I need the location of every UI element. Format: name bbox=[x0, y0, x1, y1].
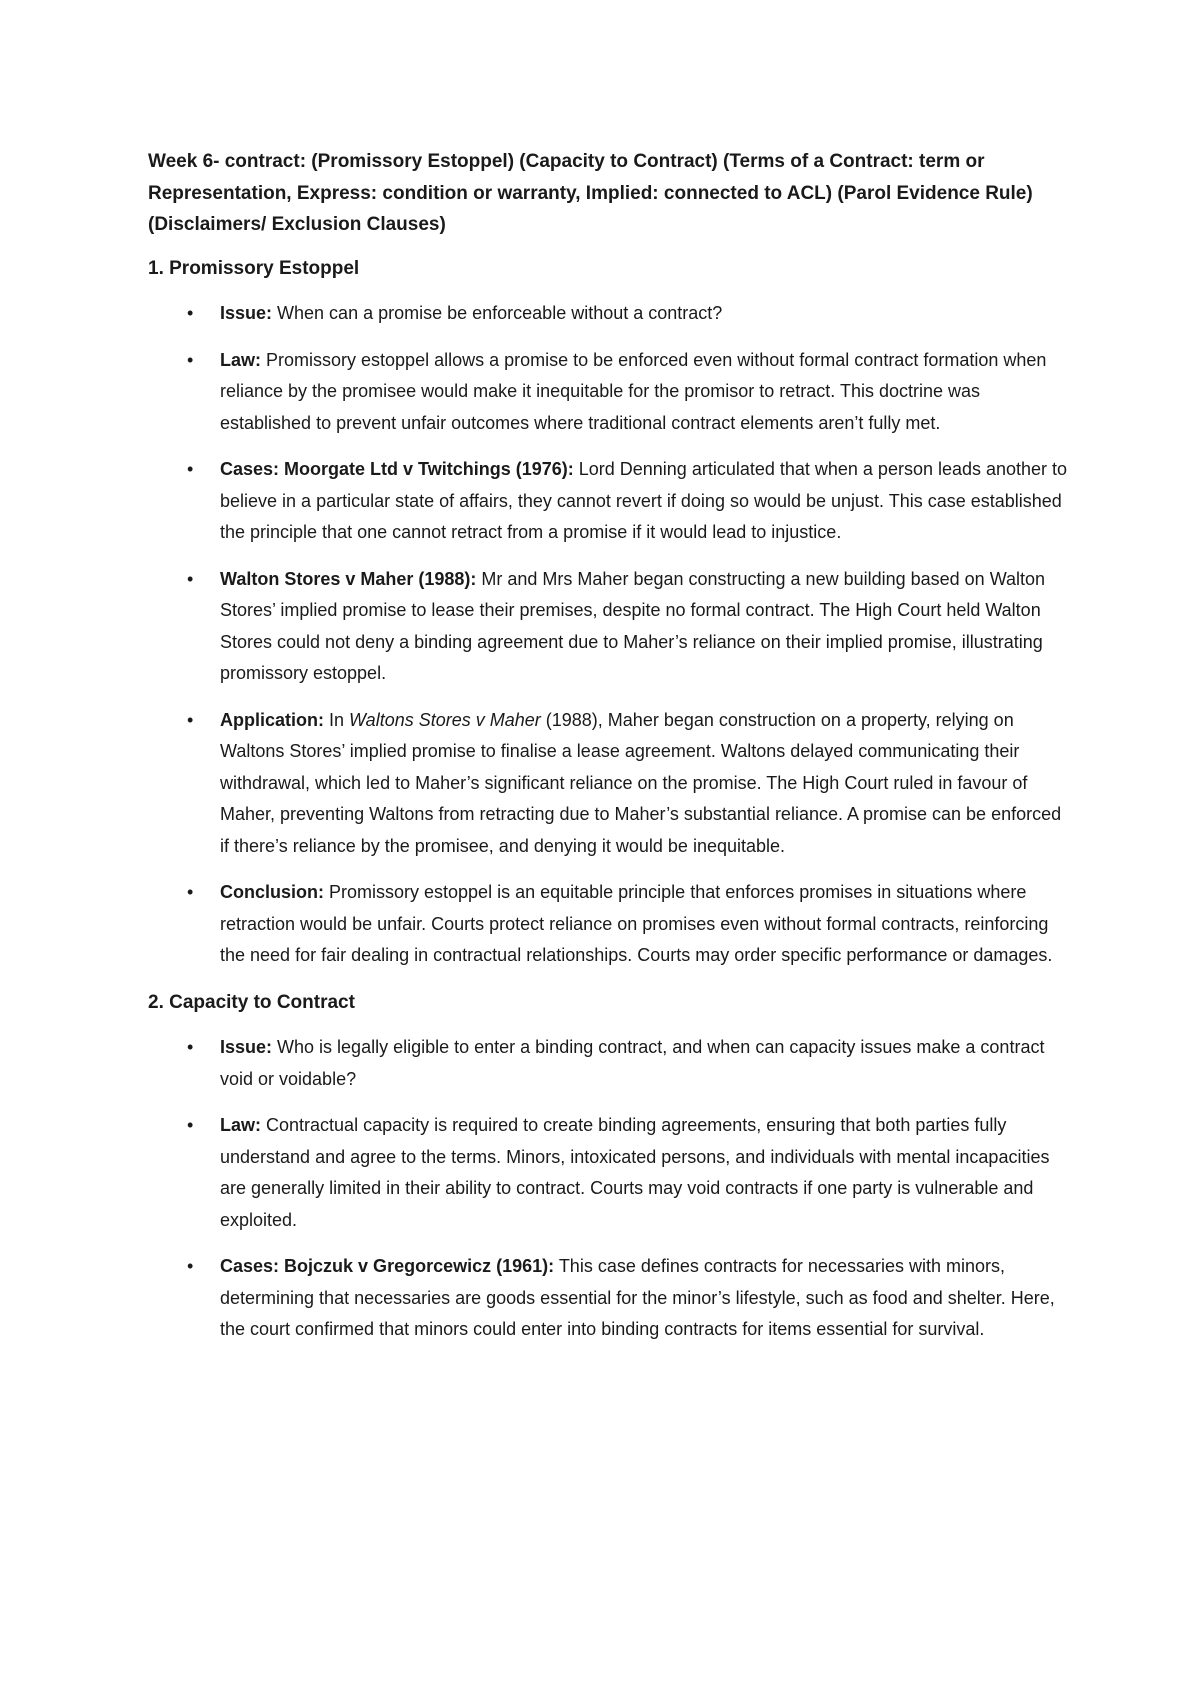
list-item bbox=[148, 1251, 1068, 1346]
item-label: Walton Stores v Maher (1988): bbox=[220, 568, 477, 589]
item-label: Cases: Moorgate Ltd v Twitchings (1976): bbox=[220, 459, 574, 479]
list-item bbox=[148, 1110, 1068, 1236]
item-text: When can a promise be enforceable without a contract? bbox=[272, 303, 723, 323]
item-text: Contractual capacity is required to create binding agreements, ensuring that both parties fully understand and agree to the terms. Minors, intoxicated persons, and individuals with mental incapacities are generally limited in their ability to contract. Courts may void contracts if one party is vulnerable and exploited. bbox=[220, 1115, 1050, 1230]
item-text: This case defines contracts for necessaries with minors, determining that necessaries are goods essential for the minor’s lifestyle, such as food and shelter. Here, the court confirmed that minors could enter into binding contracts for items essential for survival. bbox=[220, 1256, 1055, 1339]
document-title: Week 6- contract: (Promissory Estoppel) (Capacity to Contract) (Terms of a Contract: term or Representation, Express: condition or warranty, Implied: connected to ACL) (Parol Evidence Rule) (Disclaimers/ Exclusion Clauses) bbox=[148, 151, 1033, 235]
bullet-list-promissory-estoppel bbox=[148, 298, 1068, 972]
section-heading-capacity-to-contract: 2. Capacity to Contract bbox=[148, 991, 355, 1013]
bullet-icon: • bbox=[187, 1115, 194, 1135]
bullet-icon: • bbox=[187, 459, 194, 479]
item-label: Application: bbox=[220, 709, 324, 730]
bullet-icon: • bbox=[187, 568, 194, 589]
bullet-icon: • bbox=[187, 709, 194, 730]
item-label: Law: bbox=[220, 349, 262, 370]
item-text: Mr and Mrs Maher began constructing a new building based on Walton Stores’ implied promise to lease their premises, despite no formal contract. The High Court held Walton Stores could not deny a binding agreement due to Maher’s reliance on their implied promise, illustrating promissory estoppel. bbox=[220, 568, 1046, 683]
bullet-icon: • bbox=[187, 882, 194, 902]
bullet-icon: • bbox=[187, 349, 194, 370]
list-item bbox=[148, 1032, 1068, 1095]
item-text: Promissory estoppel is an equitable principle that enforces promises in situations where retraction would be unfair. Courts protect reliance on promises even without formal contracts, reinforcing the need for fair dealing in contractual relationships. Courts may order specific performance or damages. bbox=[220, 882, 1053, 965]
item-label: Law: bbox=[220, 1115, 262, 1135]
item-text: Lord Denning articulated that when a person leads another to believe in a particular state of affairs, they cannot revert if doing so would be unjust. This case established the principle that one cannot retract from a promise if it would lead to injustice. bbox=[220, 459, 1068, 542]
item-text: Promissory estoppel allows a promise to be enforced even without formal contract formation when reliance by the promisee would make it inequitable for the promisor to retract. This doctrine was established to prevent unfair outcomes where traditional contract elements aren’t fully met. bbox=[220, 349, 1047, 433]
item-text: (1988), Maher began construction on a property, relying on Waltons Stores’ implied promise to finalise a lease agreement. Waltons delayed communicating their withdrawal, which led to Maher’s significant reliance on the promise. The High Court ruled in favour of Maher, preventing Waltons from retracting due to Maher’s substantial reliance. A promise can be enforced if there’s reliance by the promisee, and denying it would be inequitable. bbox=[220, 709, 1062, 856]
list-item bbox=[148, 705, 1068, 863]
item-text-prefix: In bbox=[324, 709, 350, 730]
list-item bbox=[148, 564, 1068, 690]
document-body bbox=[148, 146, 1068, 1361]
list-item bbox=[148, 454, 1068, 549]
list-item bbox=[148, 298, 1068, 330]
list-item bbox=[148, 877, 1068, 972]
item-label: Cases: Bojczuk v Gregorcewicz (1961): bbox=[220, 1256, 555, 1276]
bullet-list-capacity-to-contract bbox=[148, 1032, 1068, 1346]
case-name-italic: Waltons Stores v Maher bbox=[349, 709, 541, 730]
bullet-icon: • bbox=[187, 303, 194, 323]
bullet-icon: • bbox=[187, 1256, 194, 1276]
item-text: Who is legally eligible to enter a binding contract, and when can capacity issues make a contract void or voidable? bbox=[220, 1037, 1045, 1089]
item-label: Issue: bbox=[220, 303, 273, 323]
bullet-icon: • bbox=[187, 1037, 194, 1057]
list-item bbox=[148, 345, 1068, 440]
item-label: Issue: bbox=[220, 1037, 273, 1057]
section-heading-promissory-estoppel: 1. Promissory Estoppel bbox=[148, 257, 360, 279]
item-label: Conclusion: bbox=[220, 882, 324, 902]
